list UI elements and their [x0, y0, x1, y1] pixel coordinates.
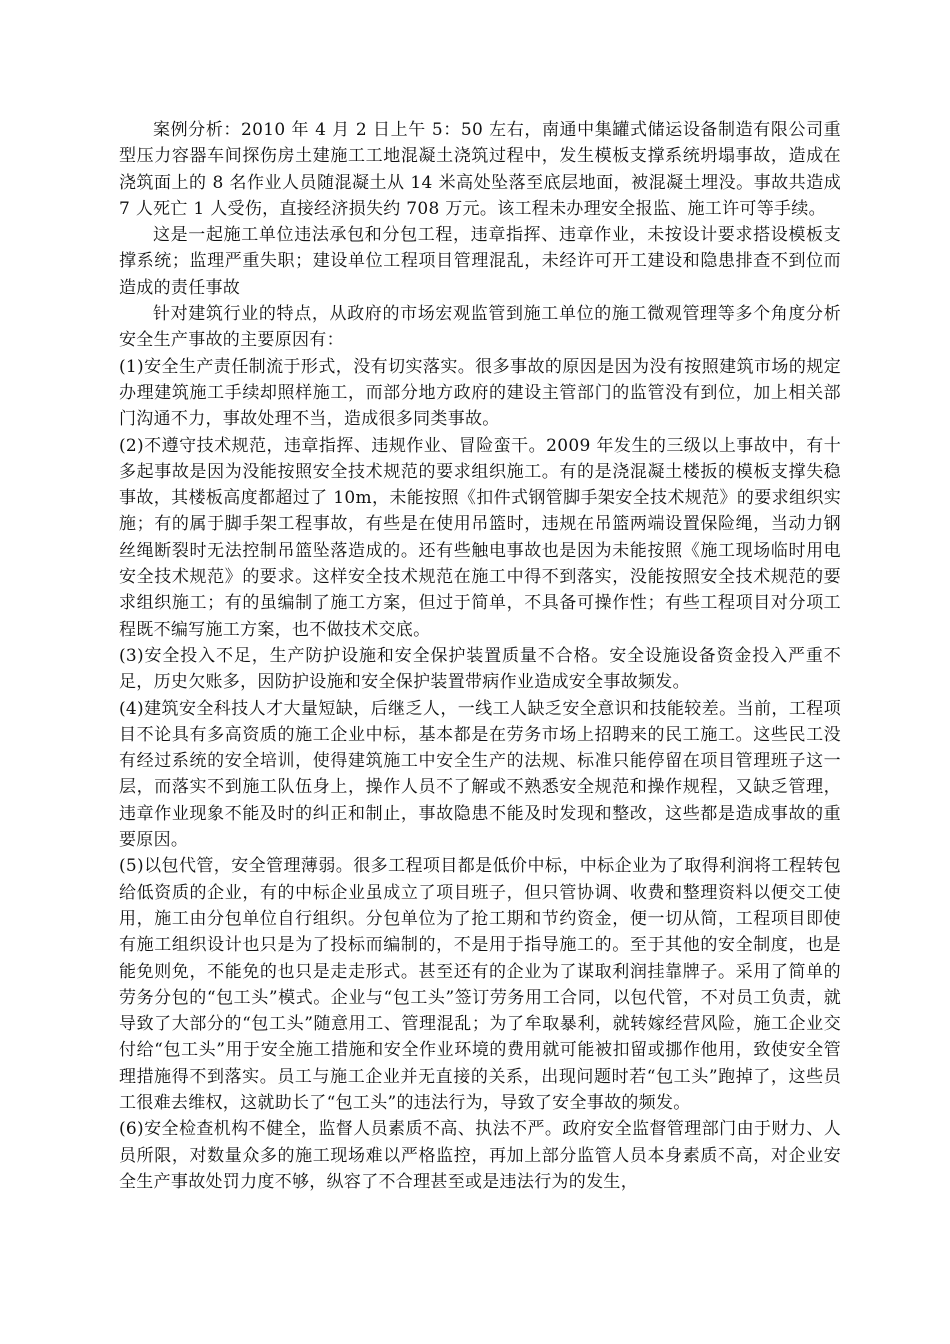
- paragraph-cause-3: (3)安全投入不足，生产防护设施和安全保护装置质量不合格。安全设施设备资金投入严重不足，历史欠账多，因防护设施和安全保护装置带病作业造成安全事故频发。: [119, 645, 841, 693]
- paragraph-cause-1: (1)安全生产责任制流于形式，没有切实落实。很多事故的原因是因为没有按照建筑市场的规定办理建筑施工手续却照样施工，而部分地方政府的建设主管部门的监管没有到位，加上相关部门沟通不力，事故处理不当，造成很多同类事故。: [119, 356, 841, 430]
- paragraph-cause-5: (5)以包代管，安全管理薄弱。很多工程项目都是低价中标，中标企业为了取得利润将工程转包给低资质的企业，有的中标企业虽成立了项目班子，但只管协调、收费和整理资料以便交工使用，施工由分包单位自行组织。分包单位为了抢工期和节约资金，便一切从简，工程项目即使有施工组织设计也只是为了投标而编制的，不是用于指导施工的。至于其他的安全制度，也是能免则免，不能免的也只是走走形式。甚至还有的企业为了谋取利润挂靠牌子。采用了简单的劳务分包的“包工头”模式。企业与“包工头”签订劳务用工合同，以包代管，不对员工负责，就导致了大部分的“包工头”随意用工、管理混乱；为了牟取暴利，就转嫁经营风险，施工企业交付给“包工头”用于安全施工措施和安全作业环境的费用就可能被扣留或挪作他用，致使安全管理措施得不到落实。员工与施工企业并无直接的关系，出现问题时若“包工头”跑掉了，这些员工很难去维权，这就助长了“包工头”的违法行为，导致了安全事故的频发。: [119, 856, 841, 1113]
- paragraph-cause-4: (4)建筑安全科技人才大量短缺，后继乏人，一线工人缺乏安全意识和技能较差。当前，工程项目不论具有多高资质的施工企业中标，基本都是在劳务市场上招聘来的民工施工。这些民工没有经过系统的安全培训，使得建筑施工中安全生产的法规、标准只能停留在项目管理班子这一层，而落实不到施工队伍身上，操作人员不了解或不熟悉安全规范和操作规程，又缺乏管理，违章作业现象不能及时的纠正和制止，事故隐患不能及时发现和整改，这些都是造成事故的重要原因。: [119, 698, 841, 851]
- paragraph-case-analysis: 案例分析：2010 年 4 月 2 日上午 5：50 左右，南通中集罐式储运设备制造有限公司重型压力容器车间探伤房土建施工工地混凝土浇筑过程中，发生模板支撑系统坍塌事故，造成在浇筑面上的 8 名作业人员随混凝土从 14 米高处坠落至底层地面，被混凝土埋没。事故共造成 7 人死亡 1 人受伤，直接经济损失约 708 万元。该工程未办理安全报监、施工许可等手续。: [119, 120, 841, 219]
- paragraph-cause-2: (2)不遵守技术规范，违章指挥、违规作业、冒险蛮干。2009 年发生的三级以上事故中，有十多起事故是因为没能按照安全技术规范的要求组织施工。有的是浇混凝土楼扳的模板支撑失稳事故，其楼板高度都超过了 10m，未能按照《扣件式钢管脚手架安全技术规范》的要求组织实施；有的属于脚手架工程事故，有些是在使用吊篮时，违规在吊篮两端设置保险绳，当动力钢丝绳断裂时无法控制吊篮坠落造成的。还有些触电事故也是因为未能按照《施工现场临时用电安全技术规范》的要求。这样安全技术规范在施工中得不到落实，没能按照安全技术规范的要求组织施工；有的虽编制了施工方案，但过于简单，不具备可操作性；有些工程项目对分项工程既不编写施工方案，也不做技术交底。: [119, 435, 841, 640]
- paragraph-conclusion: 这是一起施工单位违法承包和分包工程，违章指挥、违章作业，未按设计要求搭设模板支撑系统；监理严重失职；建设单位工程项目管理混乱，未经许可开工建设和隐患排查不到位而造成的责任事故: [119, 225, 841, 298]
- paragraph-intro-causes: 针对建筑行业的特点，从政府的市场宏观监管到施工单位的施工微观管理等多个角度分析安全生产事故的主要原因有：: [119, 304, 841, 351]
- paragraph-cause-6: (6)安全检查机构不健全，监督人员素质不高、执法不严。政府安全监督管理部门由于财力、人员所限，对数量众多的施工现场难以严格监控，再加上部分监管人员本身素质不高，对企业安全生产事故处罚力度不够，纵容了不合理甚至或是违法行为的发生，: [119, 1119, 841, 1192]
- document-body: [119, 117, 841, 1195]
